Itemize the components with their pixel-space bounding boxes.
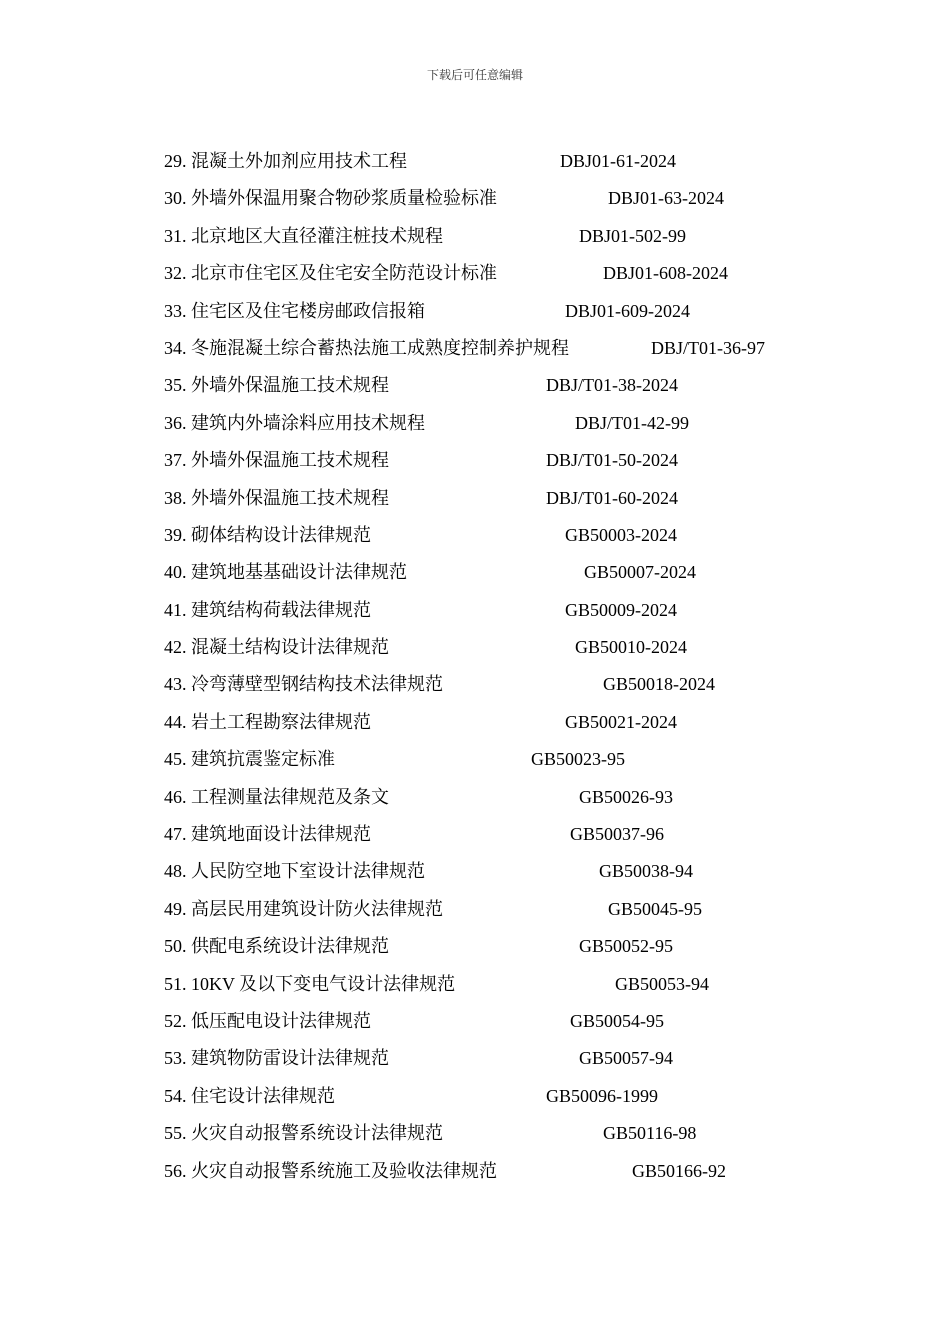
standard-title: 47. 建筑地面设计法律规范 — [164, 824, 371, 845]
list-item — [164, 333, 864, 370]
list-item — [164, 370, 864, 407]
standard-title: 46. 工程测量法律规范及条文 — [164, 786, 389, 807]
standard-title: 31. 北京地区大直径灌注桩技术规程 — [164, 225, 443, 246]
standard-code: DBJ/T01-60-2024 — [546, 487, 678, 508]
standard-title: 45. 建筑抗震鉴定标准 — [164, 749, 335, 770]
standard-code: GB50053-94 — [615, 973, 709, 994]
standard-title: 30. 外墙外保温用聚合物砂浆质量检验标准 — [164, 188, 497, 209]
list-item — [164, 483, 864, 520]
list-item — [164, 931, 864, 968]
standard-code: GB50023-95 — [531, 749, 625, 770]
standard-code: DBJ/T01-38-2024 — [546, 375, 678, 396]
standard-title: 39. 砌体结构设计法律规范 — [164, 524, 371, 545]
list-item — [164, 146, 864, 183]
standard-code: GB50003-2024 — [565, 524, 677, 545]
list-item — [164, 707, 864, 744]
standard-title: 37. 外墙外保温施工技术规程 — [164, 450, 389, 471]
standard-code: GB50026-93 — [579, 786, 673, 807]
list-item — [164, 557, 864, 594]
standard-code: GB50045-95 — [608, 898, 702, 919]
standard-title: 43. 冷弯薄壁型钢结构技术法律规范 — [164, 674, 443, 695]
standard-code: DBJ01-608-2024 — [603, 263, 728, 284]
standard-code: DBJ01-609-2024 — [565, 300, 690, 321]
standard-title: 35. 外墙外保温施工技术规程 — [164, 375, 389, 396]
standard-title: 34. 冬施混凝土综合蓄热法施工成熟度控制养护规程 — [164, 337, 569, 358]
standard-code: GB50021-2024 — [565, 711, 677, 732]
standard-title: 32. 北京市住宅区及住宅安全防范设计标准 — [164, 263, 497, 284]
standard-code: DBJ/T01-36-97 — [651, 337, 765, 358]
standard-title: 51. 10KV 及以下变电气设计法律规范 — [164, 973, 456, 994]
standard-code: DBJ01-502-99 — [579, 225, 686, 246]
standard-code: GB50037-96 — [570, 824, 664, 845]
list-item — [164, 408, 864, 445]
list-item — [164, 782, 864, 819]
list-item — [164, 1156, 864, 1193]
list-item — [164, 669, 864, 706]
list-item — [164, 183, 864, 220]
standard-code: GB50018-2024 — [603, 674, 715, 695]
standard-title: 42. 混凝土结构设计法律规范 — [164, 637, 389, 658]
standard-code: GB50057-94 — [579, 1048, 673, 1069]
standard-title: 44. 岩土工程勘察法律规范 — [164, 711, 371, 732]
standard-title: 55. 火灾自动报警系统设计法律规范 — [164, 1123, 443, 1144]
list-item — [164, 894, 864, 931]
list-item — [164, 969, 864, 1006]
standard-code: DBJ01-61-2024 — [560, 151, 676, 171]
list-item — [164, 595, 864, 632]
standard-title: 29. 混凝土外加剂应用技术工程 — [164, 151, 407, 171]
list-item — [164, 221, 864, 258]
list-item — [164, 856, 864, 893]
standard-title: 41. 建筑结构荷载法律规范 — [164, 599, 371, 620]
list-item — [164, 520, 864, 557]
list-item — [164, 296, 864, 333]
standard-code: DBJ01-63-2024 — [608, 188, 724, 209]
list-item — [164, 744, 864, 781]
standard-title: 52. 低压配电设计法律规范 — [164, 1010, 371, 1031]
standard-code: DBJ/T01-42-99 — [575, 412, 689, 433]
list-item — [164, 445, 864, 482]
list-item — [164, 632, 864, 669]
standard-title: 54. 住宅设计法律规范 — [164, 1085, 335, 1106]
standard-title: 33. 住宅区及住宅楼房邮政信报箱 — [164, 300, 425, 321]
list-item — [164, 1081, 864, 1118]
standard-title: 36. 建筑内外墙涂料应用技术规程 — [164, 412, 425, 433]
standard-code: GB50116-98 — [603, 1123, 697, 1144]
standard-title: 40. 建筑地基基础设计法律规范 — [164, 562, 407, 583]
list-item — [164, 1043, 864, 1080]
list-item — [164, 258, 864, 295]
standard-title: 53. 建筑物防雷设计法律规范 — [164, 1048, 389, 1069]
standard-code: GB50007-2024 — [584, 562, 696, 583]
list-item — [164, 1006, 864, 1043]
standard-code: GB50166-92 — [632, 1160, 726, 1181]
standard-title: 48. 人民防空地下室设计法律规范 — [164, 861, 425, 882]
standard-title: 49. 高层民用建筑设计防火法律规范 — [164, 898, 443, 919]
standard-title: 38. 外墙外保温施工技术规程 — [164, 487, 389, 508]
standard-title: 56. 火灾自动报警系统施工及验收法律规范 — [164, 1160, 497, 1181]
standard-code: GB50052-95 — [579, 936, 673, 957]
standard-code: GB50054-95 — [570, 1010, 664, 1031]
standard-code: GB50009-2024 — [565, 599, 677, 620]
page-header: 下载后可任意编辑 — [426, 68, 523, 82]
standard-title: 50. 供配电系统设计法律规范 — [164, 936, 389, 957]
list-item — [164, 1118, 864, 1155]
standard-code: DBJ/T01-50-2024 — [546, 450, 678, 471]
standards-list — [164, 146, 864, 1193]
standard-code: GB50010-2024 — [575, 637, 687, 658]
list-item — [164, 819, 864, 856]
standard-code: GB50038-94 — [599, 861, 693, 882]
standard-code: GB50096-1999 — [546, 1085, 658, 1106]
